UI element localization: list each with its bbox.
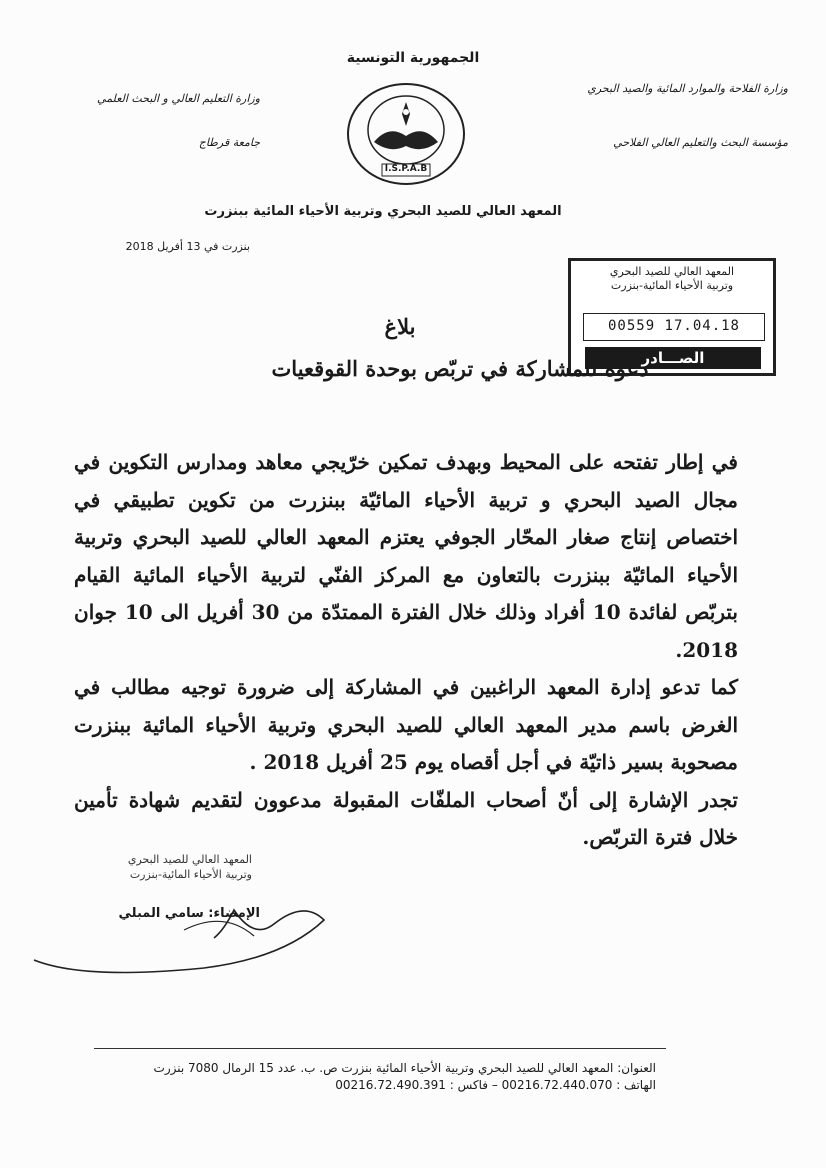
ministry-agriculture: وزارة الفلاحة والموارد المائية والصيد البحري	[587, 82, 788, 95]
signatory-name: الإمضاء: سامي المبلي	[118, 906, 260, 921]
university-name: جامعة قرطاج	[198, 136, 260, 149]
ministry-education: وزارة التعليم العالي و البحث العلمي	[97, 92, 260, 105]
paragraph-3: تجدر الإشارة إلى أنّ أصحاب الملفّات المقبولة مدعوون لتقديم شهادة تأمين خلال فترة التربّص.	[74, 787, 738, 849]
footer	[80, 1060, 656, 1094]
research-institution: مؤسسة البحث والتعليم العالي الفلاحي	[613, 136, 788, 149]
footer-address: العنوان: المعهد العالي للصيد البحري وتربية الأحياء المائية بنزرت ص. ب. عدد 15 الرمال 7080 بنزرت	[153, 1061, 656, 1075]
paragraph-1: في إطار تفتحه على المحيط وبهدف تمكين خرّيجي معاهد ومدارس التكوين في مجال الصيد البحري و تربية الأحياء المائيّة ببنزرت من تكوين تطبيقي في اختصاص إنتاج صغار المحّار الجوفي يعتزم المعهد العالي للصيد البحري وتربية الأحياء المائيّة ببنزرت بالتعاون مع المركز الفنّي لتربية الأحياء المائية القيام بتربّص لفائدة 10 أفراد وذلك خلال الفترة الممتدّة من 30 أفريل الى 10 جوان 2018.	[74, 450, 739, 662]
stamp-line1: المعهد العالي للصيد البحري	[609, 265, 735, 278]
signature-stamp-line1: المعهد العالي للصيد البحري	[127, 853, 252, 866]
institute-name: المعهد العالي للصيد البحري وتربية الأحياء المائية ببنزرت	[204, 204, 562, 219]
document-date: بنزرت في 13 أفريل 2018	[125, 240, 250, 253]
stamp-number: 00559 17.04.18	[583, 313, 765, 341]
stamp-line2: وتربية الأحياء المائية-بنزرت	[610, 279, 734, 292]
handwritten-signature	[24, 880, 344, 980]
republic-heading: الجمهورية التونسية	[346, 50, 480, 66]
footer-phone: الهاتف : 00216.72.440.070 – فاكس : 00216.72.490.391	[335, 1078, 656, 1092]
notice-title: بلاغ	[384, 314, 416, 339]
stamp-label: الصـــادر	[585, 347, 761, 369]
notice-body	[74, 444, 738, 857]
signature-stamp-line2: وتربية الأحياء المائية-بنزرت	[129, 868, 252, 881]
logo-text: I.S.P.A.B	[384, 164, 428, 174]
institute-logo	[344, 80, 468, 188]
paragraph-2: كما تدعو إدارة المعهد الراغبين في المشاركة إلى ضرورة توجيه مطالب في الغرض باسم مدير المعهد العالي للصيد البحري وتربية الأحياء المائية ببنزرت مصحوبة بسير ذاتيّة في أجل أقصاه يوم 25 أفريل 2018 .	[74, 675, 738, 774]
signature-stamp	[92, 852, 252, 882]
notice-subject: دعوة للمشاركة في تربّص بوحدة القوقعيات	[271, 356, 649, 381]
footer-divider	[94, 1048, 666, 1049]
